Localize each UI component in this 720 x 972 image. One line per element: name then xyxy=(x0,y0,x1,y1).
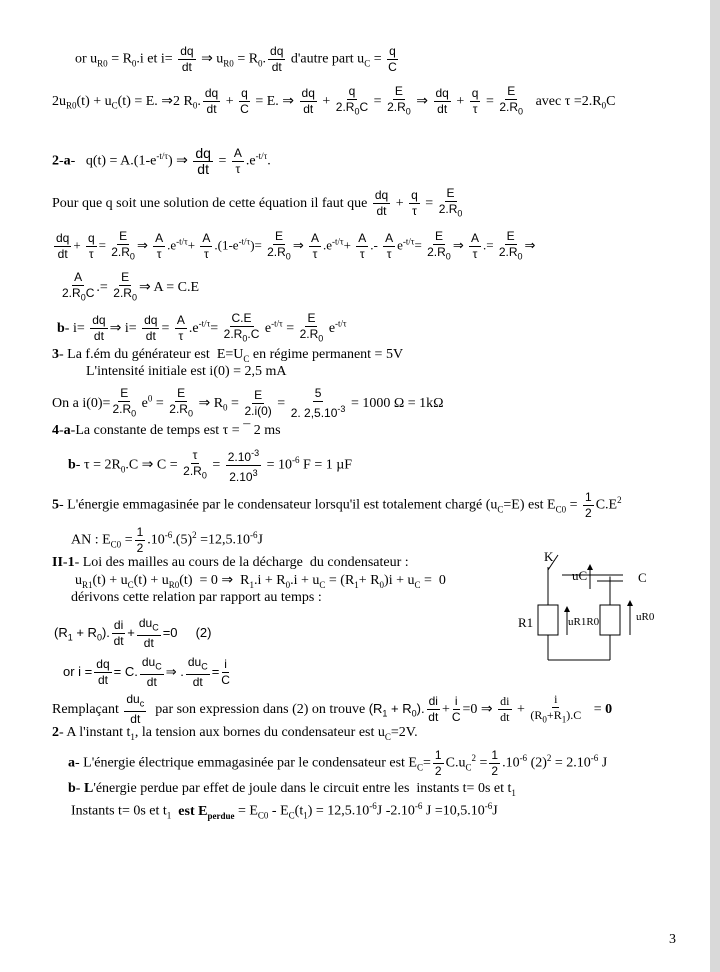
eq-line-3: 3- La f.ém du générateur est $E=U_C$ en régime permanent = 5V xyxy=(52,347,404,364)
eq-line-or-i: or i = $\frac{dq}{dt}$ = C. $\frac{du_C}{dt}$ ⇒ . $\frac{du_C}{dt}$ = $\frac{i}{C}$ xyxy=(63,655,230,690)
eq-line-II2: 2- A l'instant $t_1$, la tension aux bornes du condensateur est $u_C=2V$. xyxy=(52,725,418,742)
eq-line-2a: 2-a- $q(t) = A.(1-e^{-t/\tau})$ ⇒ $\frac{dq}{dt}$ = $\frac{A}{\tau}$ $.e^{-t/\tau}$. xyxy=(52,145,271,177)
eq-line-2: $2u_{R0}(t) + u_C(t) = E$. ⇒2 $R_0$. $\frac{dq}{dt}$ + $\frac{q}{C}$ = E. ⇒ $\frac{dq}{dt}$ + $\frac{q}{2.R_0C}$ = $\frac{E}{2.R_0}$ ⇒ $\frac{dq}{dt}$ + $\frac{q}{\tau}$ = $\frac{E}{2.R_0}$ avec $\tau =2.R_0C$ xyxy=(52,84,616,117)
eq-line-condition: Pour que q soit une solution de cette équation il faut que $\frac{dq}{dt}$ + $\frac{q}{\tau}$ = $\frac{E}{2.R_0}$ xyxy=(52,186,463,219)
eq-line-2b: b- i= $\frac{dq}{dt}$ ⇒ i= $\frac{dq}{dt}$ = $\frac{A}{\tau}$ $.e^{-t/\tau}=$ $\frac{C.E}{2.R_0.C}$ $e^{-t/\tau}$ = $\frac{E}{2.R_0}$ $e^{-t/\tau}$ xyxy=(57,311,347,344)
eq-line-A: $\frac{A}{2.R_0C}$ .= $\frac{E}{2.R_0}$ ⇒ A = C.E xyxy=(62,270,200,303)
label-k: K xyxy=(544,549,554,564)
eq-line-II1: II-1- Loi des mailles au cours de la décharge du condensateur : xyxy=(52,555,409,570)
label-uc: uC xyxy=(572,568,588,583)
label-ur0: uR0 xyxy=(636,611,655,623)
label-c: C xyxy=(638,570,647,585)
eq-line-II2b-result: Instants t= 0s et $t_1$ est $E_{perdue} = E_{C0} - E_C(t_1) = 12,5.10^{-6}J$ $-2.10^{-6}$ $J =10,5.10^{-6}J$ xyxy=(71,801,498,821)
eq-line-3-intensity: L'intensité initiale est i(0) = 2,5 mA xyxy=(86,364,287,379)
resistor-r1 xyxy=(538,605,558,635)
resistor-r0 xyxy=(600,605,620,635)
eq-line-4a: 4-a-La constante de temps est τ = ¯ 2 ms xyxy=(52,423,281,438)
eq-line-II2a: a- L'énergie électrique emmagasinée par le condensateur est $E_C=$ $\frac{1}{2}$ $C.u_C^2$ = $\frac{1}{2}$ $.10^{-6}$ $(2)^2 = 2.10^{-6}$ J xyxy=(68,748,608,778)
eq-line-eq2: $(R_1 + R_0)$. $\frac{di}{dt}$ + $\frac{du_C}{dt}$ =0 (2) xyxy=(54,616,212,651)
eq-line-derive: dérivons cette relation par rapport au temps : xyxy=(71,590,322,605)
eq-line-R0: On a i(0)= $\frac{E}{2.R_0}$ $e^0$ = $\frac{E}{2.R_0}$ ⇒ $R_0$ = $\frac{E}{2.i(0)}$ = $\frac{5}{2. 2,5.10^{-3}}$ = 1000 Ω = 1kΩ xyxy=(52,386,444,421)
label-ur1r0: uR1R0 xyxy=(568,616,600,628)
eq-line-5-an: AN : $E_{C0}$ = $\frac{1}{2}$ $.10^{-6}.(5)^2 =12,5.10^{-6}J$ xyxy=(71,525,263,555)
eq-line-mesh: $u_{R1}(t) + u_C(t) + u_{R0}(t) = 0$ ⇒ $R_1.i + R_0.i + u_C = (R_1+ R_0)i + u_C = 0$ xyxy=(75,573,446,590)
circuit-diagram xyxy=(510,545,690,665)
eq-line-5: 5- L'énergie emmagasinée par le condensateur lorsqu'il est totalement chargé $(u_C=E)$ est $E_{C0}$ = $\frac{1}{2}$ $C.E^2$ xyxy=(52,490,622,520)
eq-line-replace: Remplaçant $\frac{du_c}{dt}$ par son expression dans (2) on trouve $(R_1 + R_0)$. $\frac{di}{dt}$ + $\frac{i}{C}$ =0 ⇒ $\frac{di}{dt}$ + $\frac{i}{(R_0+R_1).C}$ = 0 xyxy=(52,692,613,727)
page-number: 3 xyxy=(669,932,676,947)
eq-line-II2b: b- L'énergie perdue par effet de joule dans le circuit entre les instants t= 0s et $t_1$ xyxy=(68,781,516,798)
eq-line-4b: b- $\tau = 2R_0.C$ ⇒ C = $\frac{\tau}{2.R_0}$ = $\frac{2.10^{-3}}{2.10^3}$ = $10^{-6}$ F = 1 µF xyxy=(68,447,353,484)
label-r1: R1 xyxy=(518,615,534,630)
eq-line-substitution: $\frac{dq}{dt}$ + $\frac{q}{\tau}$ = $\frac{E}{2.R_0}$ ⇒ $\frac{A}{\tau}$ $.e^{-t/\tau}+$ $\frac{A}{\tau}$ $.(1-e^{-t/\tau})=$ $\frac{E}{2.R_0}$ ⇒ $\frac{A}{\tau}$ $.e^{-t/\tau}+$ $\frac{A}{\tau}$ .- $\frac{A}{\tau}$ $e^{-t/\tau}=$ $\frac{E}{2.R_0}$ ⇒ $\frac{A}{\tau}$ .= $\frac{E}{2.R_0}$ ⇒ xyxy=(56,229,536,262)
eq-line-1: or $u_{R0} = R_0.i$ et i= $\frac{dq}{dt}$ ⇒ $u_{R0} = R_0$. $\frac{dq}{dt}$ d'autre part $u_C$ = $\frac{q}{C}$ xyxy=(75,44,397,74)
